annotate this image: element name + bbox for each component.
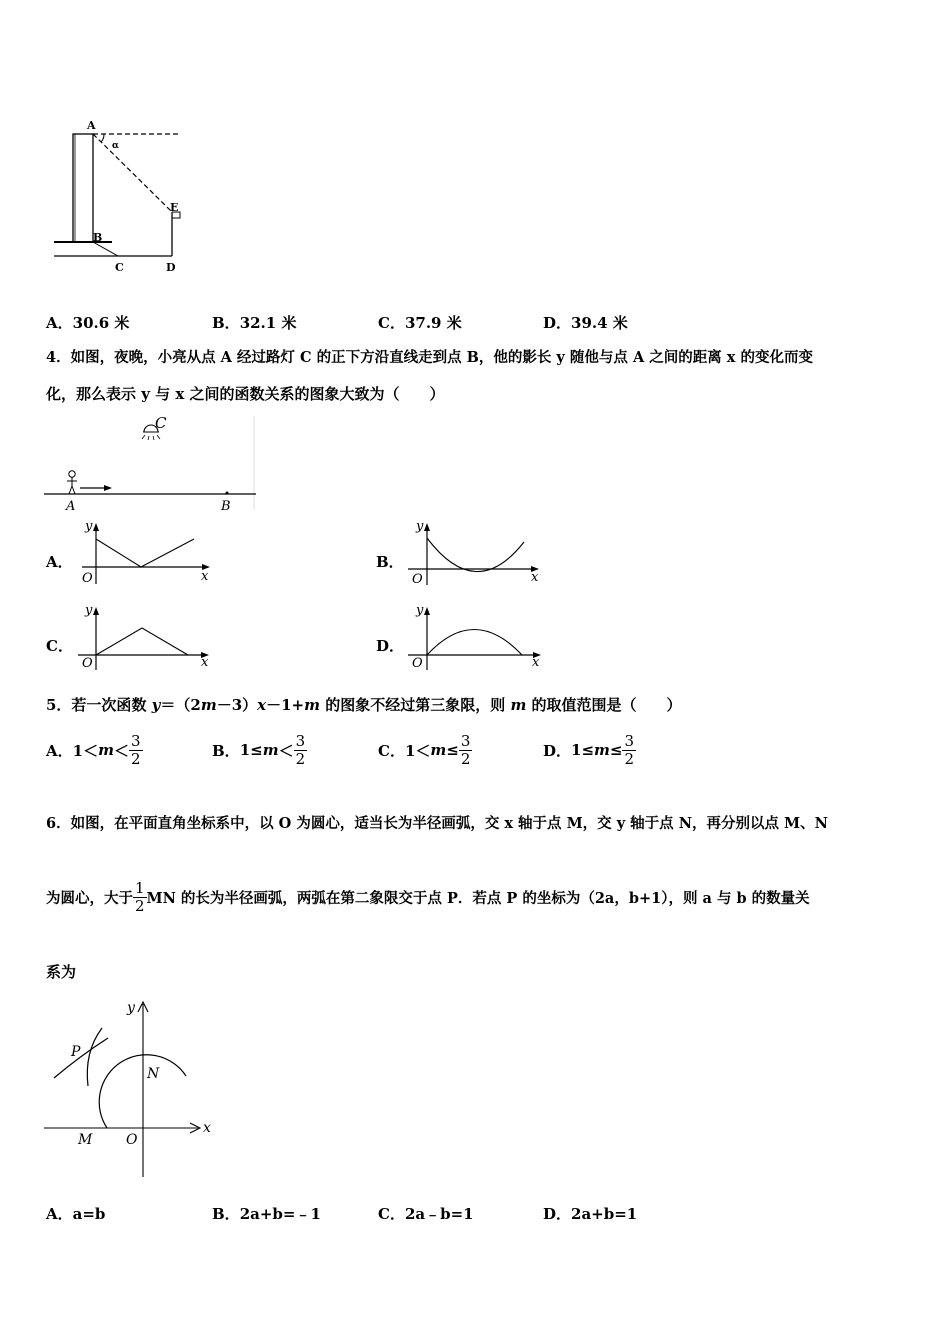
q5-option-b[interactable]: [212, 728, 307, 772]
q6-label-P: P: [71, 1044, 81, 1060]
axis-y-label: y: [85, 519, 93, 534]
q3-option-b[interactable]: [212, 312, 296, 333]
q4-option-c[interactable]: [46, 635, 73, 656]
q6-label-M: M: [78, 1132, 93, 1148]
frac-den: 2: [130, 749, 141, 768]
q5-stem-post3: 的取值范围是（ ）: [526, 696, 682, 714]
fraction-three-halves: [459, 733, 473, 767]
axis-y-label: y: [416, 603, 424, 618]
q6-stem-line3: 系为: [46, 963, 77, 981]
option-var-m: m: [262, 741, 279, 759]
q6-line2-pre: 为圆心，大于: [46, 889, 133, 907]
q3-label-A: A: [87, 119, 96, 132]
option-letter: B．: [212, 741, 240, 760]
option-rel: ≤: [609, 741, 623, 759]
q4-label-B: B: [221, 499, 231, 514]
option-rel: ＜: [113, 741, 129, 760]
q3-label-E: E: [170, 201, 179, 214]
option-text: 2a+b=1: [571, 1205, 638, 1223]
option-text: 37.9 米: [404, 314, 462, 332]
axis-x-label: x: [201, 569, 209, 584]
fraction-one-half: [133, 880, 147, 914]
q4-stem-line2: 化，那么表示 y 与 x 之间的函数关系的图象大致为（ ）: [46, 385, 445, 403]
frac-num: 1: [135, 879, 145, 897]
q6-label-O: O: [126, 1132, 138, 1148]
q6-label-N: N: [147, 1066, 160, 1082]
fraction-three-halves: [129, 733, 143, 767]
q4-stem-line1: 4．如图，夜晚，小亮从点 A 经过路灯 C 的正下方沿直线走到点 B，他的影长 y 随他与点 A 之间的距离 x 的变化而变: [46, 349, 813, 366]
q4-graph-b[interactable]: [404, 518, 544, 588]
q6-stem-line2: [46, 874, 810, 920]
origin-label: O: [412, 656, 423, 671]
frac-num: 3: [460, 732, 471, 750]
q3-figure: [40, 110, 200, 285]
frac-num: 3: [130, 732, 141, 750]
frac-den: 2: [624, 749, 635, 768]
q4-option-d[interactable]: [376, 635, 404, 656]
q5-var-m: m: [200, 696, 217, 714]
q5-var-m: m: [304, 696, 320, 714]
option-letter: B．: [212, 1205, 240, 1223]
q6-option-b[interactable]: [212, 1203, 321, 1224]
option-pre: 1＜: [404, 741, 431, 760]
option-letter: D．: [543, 1205, 572, 1223]
q3-label-C: C: [115, 261, 124, 274]
q3-option-c[interactable]: [378, 312, 462, 333]
option-letter: A．: [46, 741, 73, 760]
origin-label: O: [412, 572, 423, 587]
q5-option-d[interactable]: [543, 728, 636, 772]
q3-label-B: B: [93, 231, 103, 244]
axis-x-label: x: [532, 655, 540, 670]
option-letter: C．: [378, 1205, 405, 1223]
q6-option-d[interactable]: [543, 1203, 637, 1224]
q4-graph-a[interactable]: [74, 518, 214, 588]
q5-stem-eq: ＝（2: [160, 696, 201, 714]
axis-x-label: x: [531, 570, 539, 585]
q5-stem-post2: 的图象不经过第三象限，则: [319, 696, 511, 714]
fraction-three-halves: [294, 733, 308, 767]
option-var-m: m: [430, 741, 447, 759]
q4-label-A: A: [66, 499, 76, 514]
q5-stem-pre: 5．若一次函数: [46, 696, 152, 714]
option-var-m: m: [98, 741, 114, 759]
option-letter: B．: [376, 553, 404, 571]
option-letter: C．: [46, 637, 73, 655]
axis-x-label: x: [201, 655, 209, 670]
option-letter: A．: [46, 553, 73, 571]
q4-graph-d[interactable]: [404, 602, 544, 672]
q6-line2-post: MN 的长为半径画弧，两弧在第二象限交于点 P．若点 P 的坐标为（2a，b+1），则 a 与 b 的数量关: [146, 889, 810, 907]
q4-scene-figure: [44, 412, 260, 514]
q5-var-x: x: [257, 696, 267, 714]
q5-stem-post1: －1+: [266, 696, 305, 714]
q5-stem-mid: －3）: [216, 696, 258, 714]
q6-label-x: x: [203, 1120, 211, 1136]
option-letter: D．: [376, 637, 405, 655]
q3-label-alpha: α: [112, 141, 119, 151]
option-letter: C．: [378, 741, 405, 760]
q6-figure: [40, 992, 220, 1182]
q6-option-a[interactable]: [46, 1203, 105, 1224]
option-pre: 1≤: [239, 741, 263, 759]
q5-option-c[interactable]: [378, 728, 472, 772]
q4-option-a[interactable]: [46, 551, 73, 572]
frac-den: 2: [460, 749, 471, 768]
q3-label-D: D: [166, 261, 176, 274]
frac-den: 2: [135, 896, 145, 915]
q5-var-m: m: [510, 696, 527, 714]
option-pre: 1＜: [72, 741, 99, 760]
q3-option-d[interactable]: [543, 312, 628, 333]
q6-option-c[interactable]: [378, 1203, 474, 1224]
origin-label: O: [82, 571, 93, 586]
q4-label-C: C: [155, 414, 167, 432]
option-letter: A．: [46, 1205, 73, 1223]
option-text: a=b: [72, 1205, 106, 1223]
option-letter: C．: [378, 314, 405, 332]
option-rel: ≤: [446, 741, 459, 759]
option-rel: ＜: [278, 741, 294, 760]
frac-num: 3: [624, 732, 635, 750]
axis-y-label: y: [416, 519, 424, 534]
q5-stem: [46, 694, 682, 715]
q4-graph-c[interactable]: [74, 602, 214, 672]
option-text: 39.4 米: [571, 314, 628, 332]
option-var-m: m: [594, 741, 610, 759]
q5-option-a[interactable]: [46, 728, 143, 772]
option-text: 32.1 米: [239, 314, 297, 332]
person-icon: [67, 471, 77, 494]
frac-den: 2: [295, 749, 306, 768]
q4-option-b[interactable]: [376, 551, 404, 572]
option-text: 2a+b=﹣1: [239, 1205, 321, 1223]
fraction-three-halves: [622, 733, 636, 767]
q3-option-a[interactable]: [46, 312, 129, 333]
option-text: 30.6 米: [72, 314, 130, 332]
option-text: 2a﹣b=1: [404, 1205, 474, 1223]
axis-y-label: y: [85, 603, 93, 618]
option-letter: D．: [543, 741, 572, 760]
q6-label-y: y: [127, 1000, 135, 1016]
option-pre: 1≤: [571, 741, 595, 759]
option-letter: A．: [46, 314, 73, 332]
origin-label: O: [82, 656, 93, 671]
q5-var-y: y: [151, 696, 161, 714]
q6-stem-line1: 6．如图，在平面直角坐标系中，以 O 为圆心，适当长为半径画弧，交 x 轴于点 M，交 y 轴于点 N，再分别以点 M、N: [46, 815, 828, 832]
frac-num: 3: [295, 732, 306, 750]
option-letter: B．: [212, 314, 240, 332]
option-letter: D．: [543, 314, 572, 332]
